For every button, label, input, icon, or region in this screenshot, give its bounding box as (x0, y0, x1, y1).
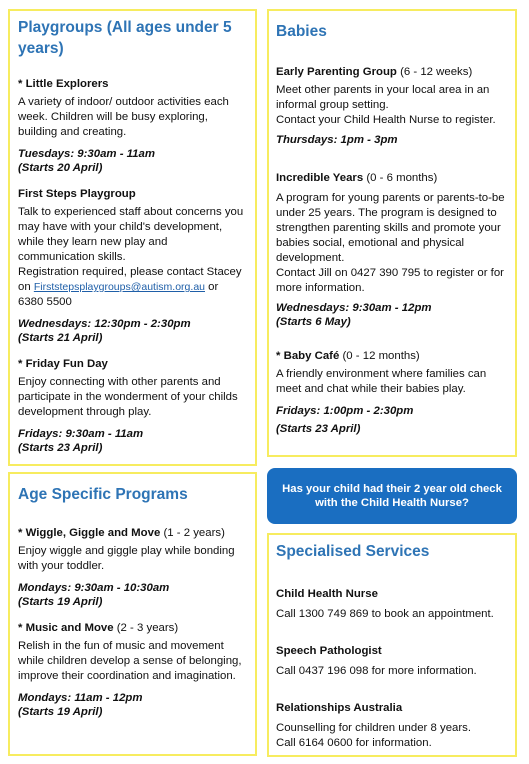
friday-fun-starts: (Starts 23 April) (18, 442, 103, 454)
incredible-contact: Contact Jill on 0427 390 795 to register or for more information. (276, 267, 504, 294)
specialised-services-section (267, 533, 517, 757)
ra-desc-2: Call 6164 0600 for information. (276, 737, 432, 749)
cafe-title-line (276, 349, 508, 364)
cafe-time: Fridays: 1:00pm - 2:30pm (276, 405, 414, 417)
music-ages: (2 - 3 years) (116, 622, 179, 634)
music-title: * Music and Move (18, 622, 114, 634)
friday-fun-desc: Enjoy connecting with other parents and participate in the wonderment of your childs development through play. (18, 376, 238, 418)
little-explorers-starts: (Starts 20 April) (18, 162, 103, 174)
wiggle-desc: Enjoy wiggle and giggle play while bonding with your toddler. (18, 545, 235, 572)
first-steps-starts: (Starts 21 April) (18, 332, 103, 344)
two-year-check-callout (267, 468, 517, 524)
friday-fun-title: * Friday Fun Day (18, 358, 108, 370)
first-steps-reg-text: Registration required, please contact Stacey on (18, 266, 242, 293)
incredible-title: Incredible Years (276, 172, 364, 184)
music-starts: (Starts 19 April) (18, 706, 103, 718)
music-desc: Relish in the fun of music and movement while children develop a sense of belonging, improve their coordination and imagination. (18, 640, 242, 682)
age-specific-heading: Age Specific Programs (18, 486, 188, 503)
first-steps-desc: Talk to experienced staff about concerns you may have with your child's development, while they learn new play and communication skills. (18, 206, 244, 263)
babies-heading: Babies (276, 23, 327, 40)
little-explorers-desc: A variety of indoor/ outdoor activities each week. Children will be busy exploring, building and creating. (18, 96, 229, 138)
first-steps-email-link[interactable]: Firststepsplaygroups@autism.org.au (33, 281, 205, 293)
playgroups-section (8, 9, 257, 466)
friday-fun-time: Fridays: 9:30am - 11am (18, 428, 144, 440)
early-desc: Meet other parents in your local area in an informal group setting. (276, 84, 490, 111)
incredible-title-line (276, 171, 508, 186)
incredible-years (276, 171, 508, 329)
wiggle-time: Mondays: 9:30am - 10:30am (18, 582, 170, 594)
music-time: Mondays: 11am - 12pm (18, 692, 143, 704)
friday-fun-day (18, 357, 247, 455)
first-steps-title: First Steps Playgroup (18, 188, 136, 200)
wiggle-title: * Wiggle, Giggle and Move (18, 527, 161, 539)
early-parenting (276, 65, 508, 147)
early-title-line (276, 65, 508, 80)
little-explorers (18, 77, 247, 175)
nurse-title: Child Health Nurse (276, 588, 378, 600)
first-steps-registration (18, 265, 247, 295)
cafe-ages: (0 - 12 months) (342, 350, 420, 362)
wiggle-ages: (1 - 2 years) (163, 527, 225, 539)
babies-section (267, 9, 517, 457)
cafe-desc: A friendly environment where families can meet and chat while their babies play. (276, 368, 487, 395)
ra-title: Relationships Australia (276, 702, 403, 714)
speech-pathologist (276, 644, 508, 679)
little-explorers-title: * Little Explorers (18, 78, 109, 90)
early-contact: Contact your Child Health Nurse to register. (276, 114, 496, 126)
incredible-ages: (0 - 6 months) (366, 172, 438, 184)
incredible-starts: (Starts 6 May) (276, 316, 351, 328)
music-title-line (18, 621, 247, 636)
nurse-desc: Call 1300 749 869 to book an appointment. (276, 608, 494, 620)
first-steps-or: or (208, 281, 219, 293)
little-explorers-time: Tuesdays: 9:30am - 11am (18, 148, 155, 160)
early-title: Early Parenting Group (276, 66, 397, 78)
incredible-time: Wednesdays: 9:30am - 12pm (276, 302, 432, 314)
early-ages: (6 - 12 weeks) (400, 66, 473, 78)
playgroups-heading: Playgroups (All ages under 5 years) (18, 19, 232, 57)
specialised-heading: Specialised Services (276, 543, 430, 560)
relationships-australia (276, 701, 508, 751)
incredible-desc: A program for young parents or parents-to-be under 25 years. The program is designed to strengthen parenting skills and promote your babies social, emotional and physical development. (276, 192, 505, 264)
first-steps-time: Wednesdays: 12:30pm - 2:30pm (18, 318, 191, 330)
baby-cafe (276, 349, 508, 436)
music-and-move (18, 621, 247, 719)
age-specific-section (8, 472, 257, 756)
wiggle-title-line (18, 526, 247, 541)
ra-desc-1: Counselling for children under 8 years. (276, 722, 472, 734)
early-time: Thursdays: 1pm - 3pm (276, 134, 398, 146)
first-steps (18, 187, 247, 345)
wiggle-giggle (18, 526, 247, 609)
cafe-title: * Baby Café (276, 350, 340, 362)
speech-title: Speech Pathologist (276, 645, 382, 657)
speech-desc: Call 0437 196 098 for more information. (276, 665, 477, 677)
child-health-nurse (276, 587, 508, 622)
callout-text: Has your child had their 2 year old check with the Child Health Nurse? (282, 483, 502, 509)
cafe-starts: (Starts 23 April) (276, 423, 361, 435)
first-steps-phone: 6380 5500 (18, 296, 72, 308)
wiggle-starts: (Starts 19 April) (18, 596, 103, 608)
